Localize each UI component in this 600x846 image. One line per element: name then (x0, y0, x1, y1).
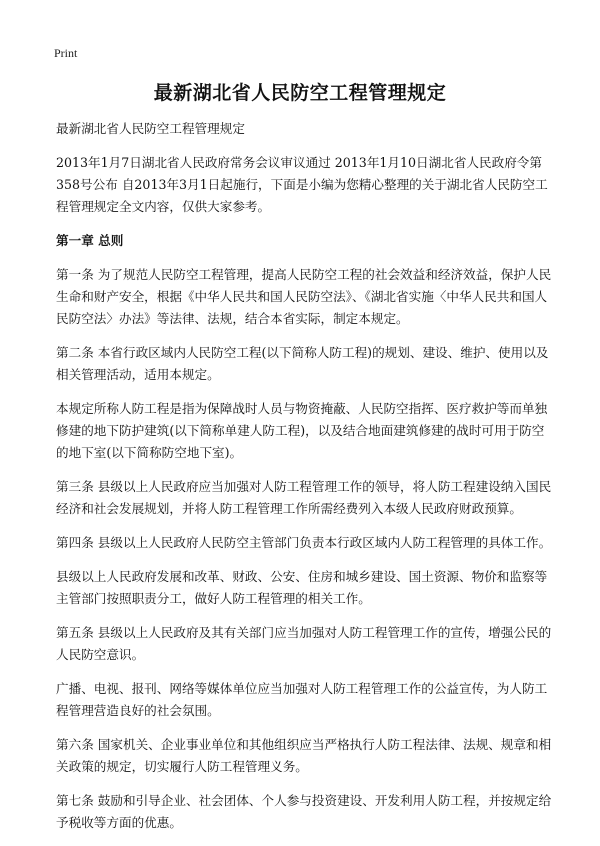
print-link[interactable]: Print (54, 46, 78, 60)
article-2-definition-paragraph: 本规定所称人防工程是指为保障战时人员与物资掩蔽、人民防空指挥、医疗救护等而单独修建的地下防护建筑(以下简称单建人防工程)，以及结合地面建筑修建的战时可用于防空的地下室(以下简称防空地下室)。 (56, 401, 548, 460)
article-4-departments-paragraph: 县级以上人民政府发展和改革、财政、公安、住房和城乡建设、国土资源、物价和监察等主管部门按照职责分工，做好人防工程管理的相关工作。 (56, 569, 548, 606)
article-2-paragraph: 第二条 本省行政区域内人民防空工程(以下简称人防工程)的规划、建设、维护、使用以及相关管理活动，适用本规定。 (56, 345, 549, 382)
document-title: 最新湖北省人民防空工程管理规定 (153, 82, 447, 104)
article-1-paragraph: 第一条 为了规范人民防空工程管理，提高人民防空工程的社会效益和经济效益，保护人民生命和财产安全，根据《中华人民共和国人民防空法》、《湖北省实施〈中华人民共和国人民防空法〉办法》等法律、法规，结合本省实际，制定本规定。 (56, 267, 552, 326)
article-4-paragraph: 第四条 县级以上人民政府人民防空主管部门负责本行政区域内人防工程管理的具体工作。 (56, 535, 552, 550)
article-6-paragraph: 第六条 国家机关、企业事业单位和其他组织应当严格执行人防工程法律、法规、规章和相关政策的规定，切实履行人防工程管理义务。 (56, 737, 552, 774)
article-3-paragraph: 第三条 县级以上人民政府应当加强对人防工程管理工作的领导，将人防工程建设纳入国民经济和社会发展规划，并将人防工程管理工作所需经费列入本级人民政府财政预算。 (56, 479, 552, 516)
intro-paragraph: 2013年1月7日湖北省人民政府常务会议审议通过 2013年1月10日湖北省人民政府令第358号公布 自2013年3月1日起施行，下面是小编为您精心整理的关于湖北省人民防空工程管理规定全文内容，仅供大家参考。 (56, 155, 548, 214)
article-5-paragraph: 第五条 县级以上人民政府及其有关部门应当加强对人防工程管理工作的宣传，增强公民的人民防空意识。 (56, 625, 552, 662)
article-7-paragraph: 第七条 鼓励和引导企业、社会团体、个人参与投资建设、开发利用人防工程，并按规定给予税收等方面的优惠。 (56, 793, 552, 830)
article-5-media-paragraph: 广播、电视、报刊、网络等媒体单位应当加强对人防工程管理工作的公益宣传，为人防工程管理营造良好的社会氛围。 (56, 681, 548, 718)
chapter-heading: 第一章 总则 (56, 233, 124, 248)
document-body (56, 118, 556, 846)
document-subtitle: 最新湖北省人民防空工程管理规定 (56, 121, 245, 136)
